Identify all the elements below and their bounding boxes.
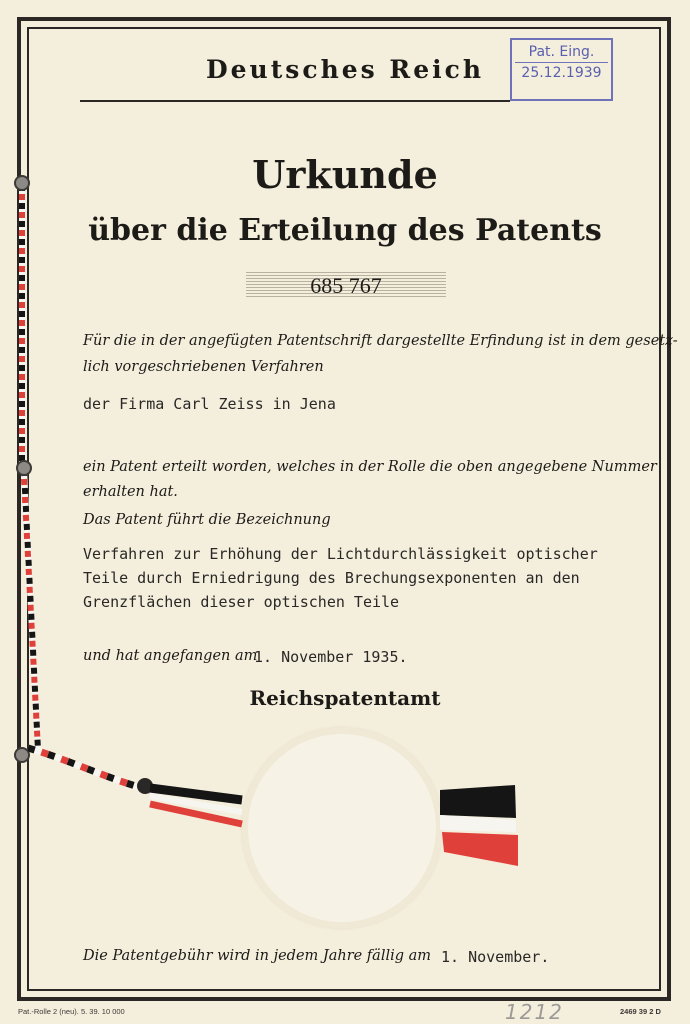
- intro-line-1: Für die in der angefügten Patentschrift dargestellte Erfindung ist in dem gesetz-: [83, 333, 678, 349]
- patent-number: 685 767: [310, 273, 382, 298]
- patent-holder: der Firma Carl Zeiss in Jena: [83, 395, 336, 413]
- fee-date: 1. November.: [441, 948, 550, 966]
- certificate-subtitle: über die Erteilung des Patents: [88, 213, 602, 248]
- archive-number: 1212: [505, 1000, 564, 1024]
- grant-line-2: erhalten hat.: [83, 484, 178, 500]
- receipt-stamp: [510, 38, 613, 101]
- designation-label: Das Patent führt die Bezeichnung: [83, 512, 331, 528]
- issuing-office: Reichspatentamt: [249, 686, 441, 710]
- certificate-title: Urkunde: [252, 152, 438, 197]
- print-reference: 2469 39 2 D: [620, 1007, 661, 1016]
- grant-line-1: ein Patent erteilt worden, welches in der Rolle die oben angegebene Nummer: [83, 459, 657, 475]
- stamp-label: Pat. Eing.: [528, 44, 595, 60]
- intro-line-2: lich vorgeschriebenen Verfahren: [83, 359, 324, 375]
- designation-line-1: Verfahren zur Erhöhung der Lichtdurchlässigkeit optischer: [83, 545, 598, 563]
- stamp-date: 25.12.1939: [521, 65, 602, 81]
- designation-line-2: Teile durch Erniedrigung des Brechungsexponenten an den: [83, 569, 580, 587]
- start-date-prefix: und hat angefangen am: [83, 648, 258, 664]
- fee-notice: Die Patentgebühr wird in jedem Jahre fällig am: [83, 948, 432, 964]
- header-rule: [80, 100, 510, 102]
- header-title: Deutsches Reich: [205, 55, 485, 84]
- stamp-divider: [515, 62, 608, 63]
- start-date: 1. November 1935.: [254, 648, 408, 666]
- embossed-seal: [242, 728, 442, 928]
- form-reference: Pat.-Rolle 2 (neu). 5. 39. 10 000: [18, 1007, 125, 1016]
- designation-line-3: Grenzflächen dieser optischen Teile: [83, 593, 400, 611]
